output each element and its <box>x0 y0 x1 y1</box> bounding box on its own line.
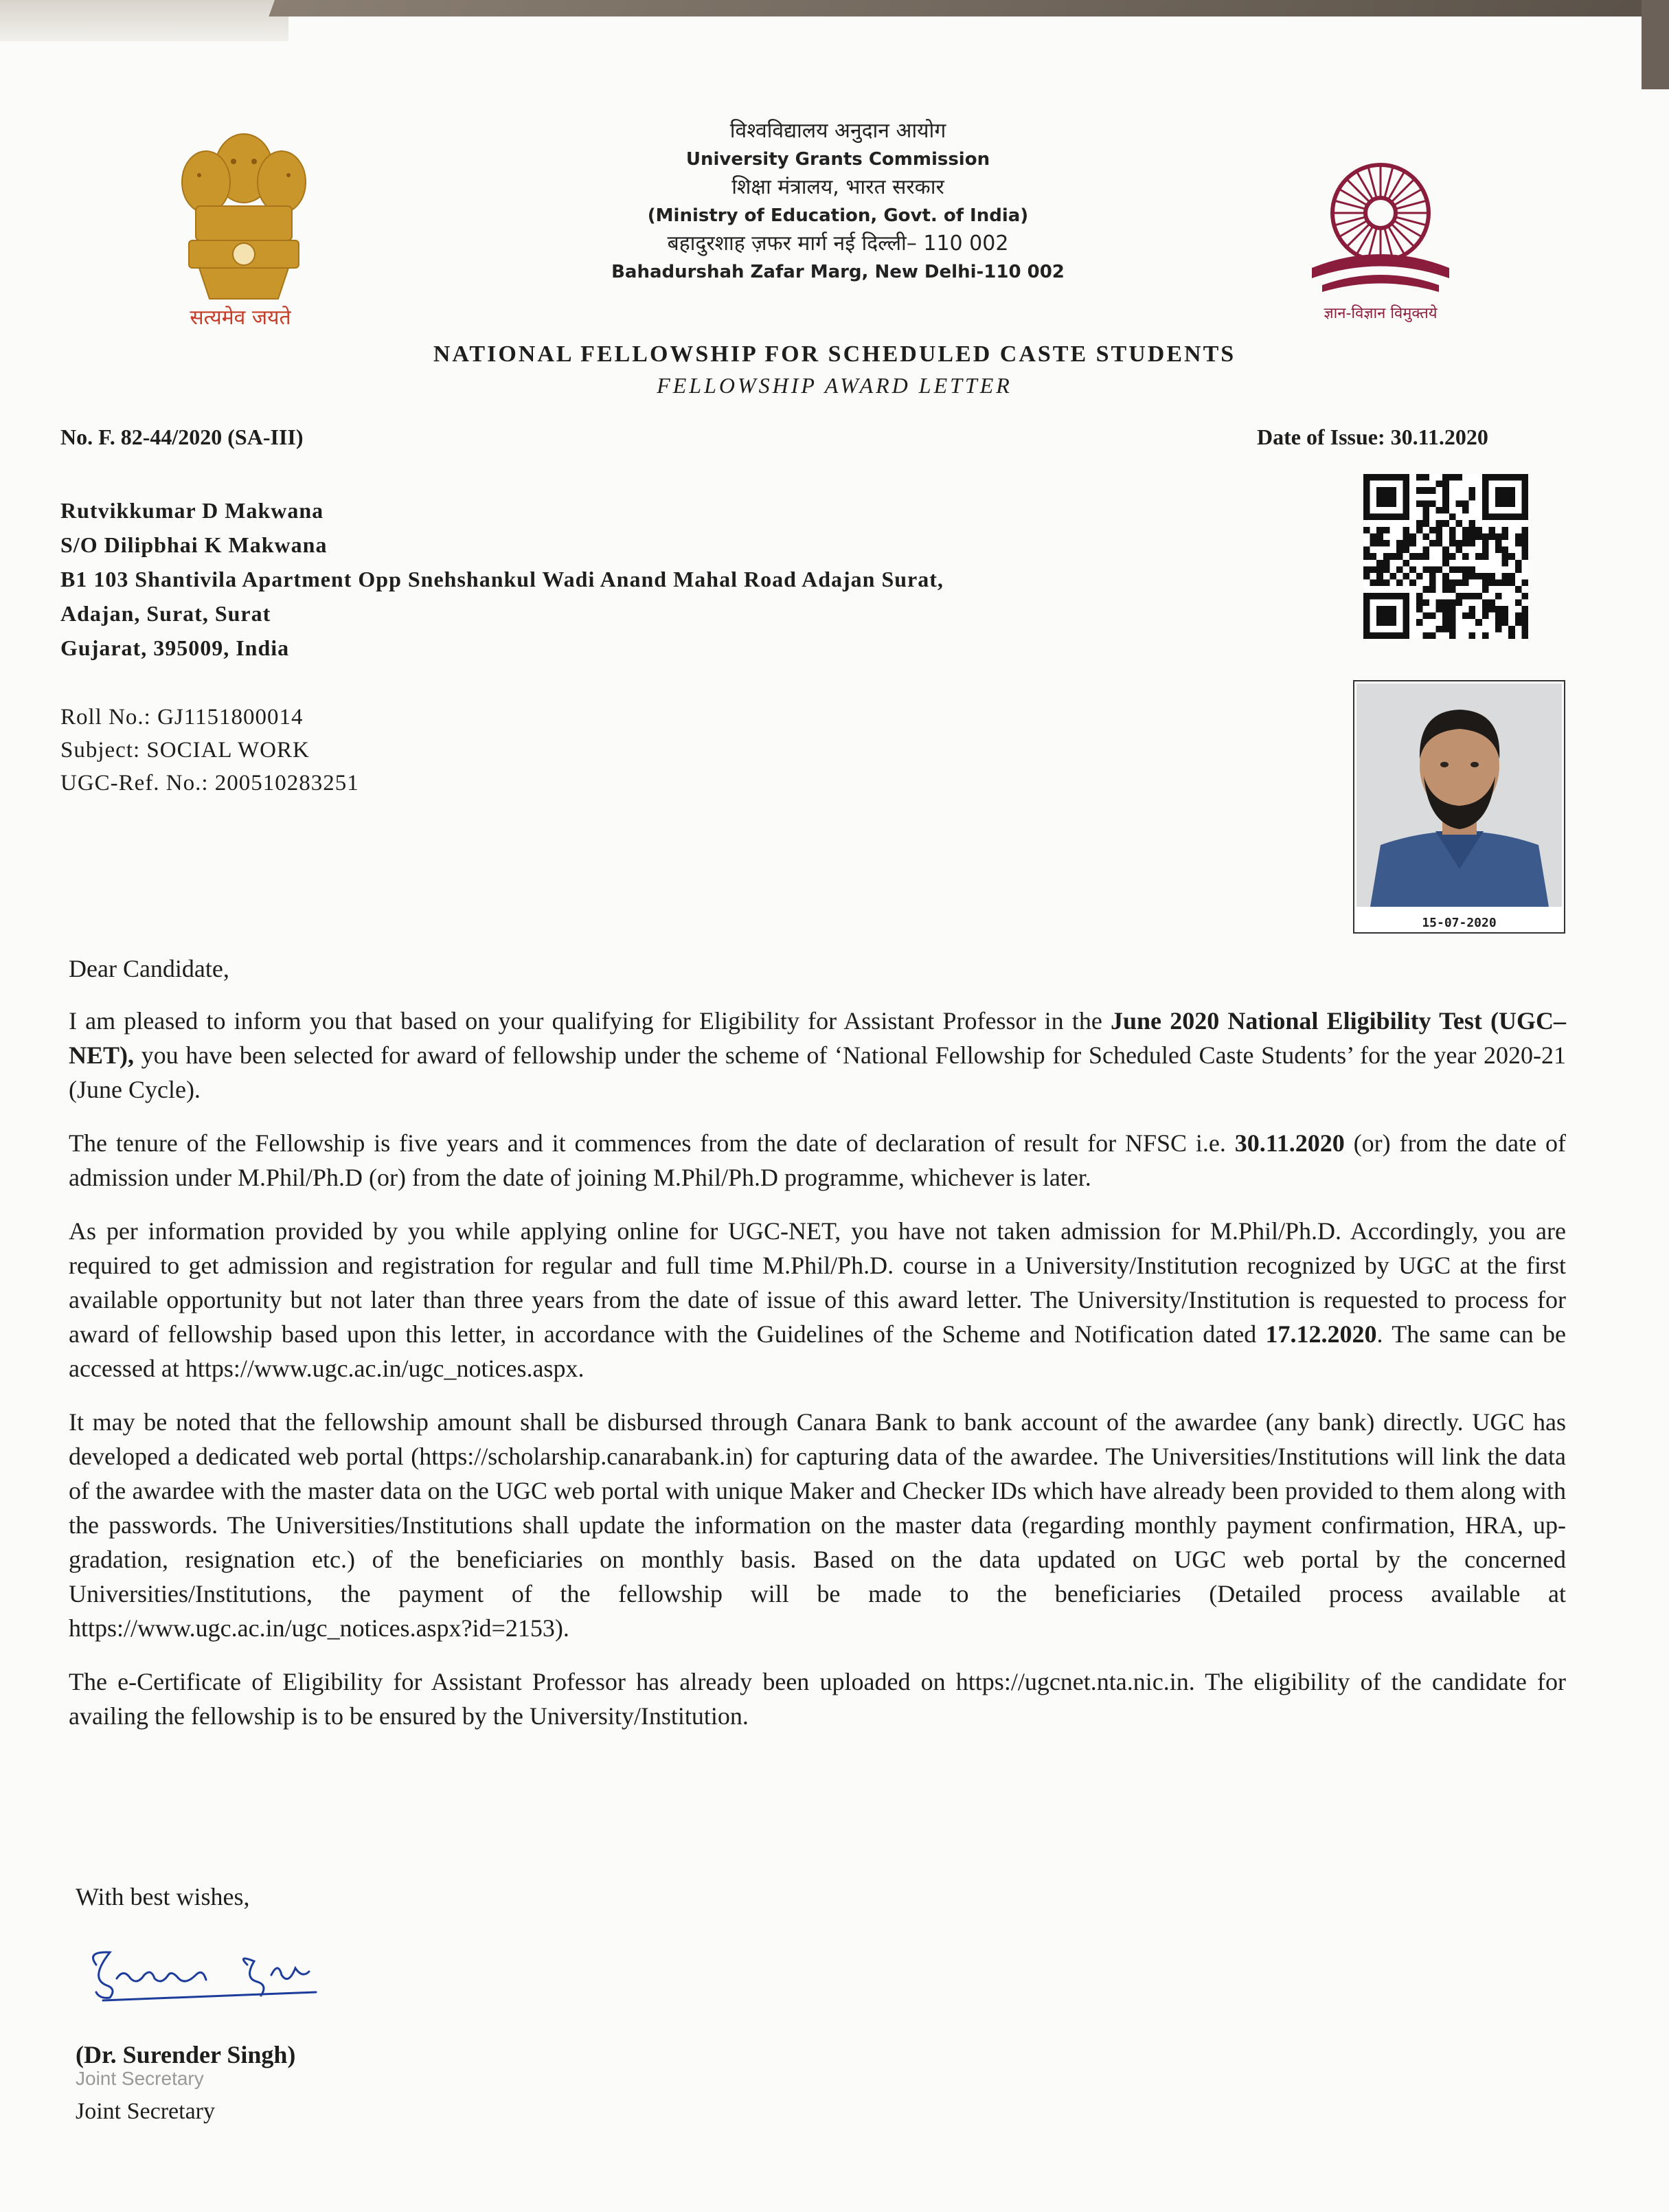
exam-name: June 2020 National Eligibility Test (UGC–NET), <box>69 1007 1566 1069</box>
wheel-spoke <box>1348 224 1370 247</box>
letter-body <box>69 951 1566 1752</box>
paragraph-award <box>69 1004 1566 1107</box>
recipient-address-line: B1 103 Shantivila Apartment Opp Snehshankul Wadi Anand Mahal Road Adajan Surat, <box>60 567 944 591</box>
letter-subtitle: FELLOWSHIP AWARD LETTER <box>657 373 1012 398</box>
paragraph-tenure <box>69 1126 1566 1195</box>
ugc-logo-icon <box>1291 151 1470 309</box>
subject: Subject: SOCIAL WORK <box>60 738 310 763</box>
wheel-spoke <box>1348 180 1370 203</box>
notification-date: 17.12.2020 <box>1265 1320 1377 1348</box>
text-span: As per information provided by you while applying online for UGC-NET, you have not taken admission for M.Phil/Ph.D. Accordingly, you are required to get admission and registration for regular and full time M.Phil/Ph.D. course in a University/Institution recognized by UGC at the first available opportunity but not later than three years from the date of issue of this award letter. The University/Institution is requested to process for award of fellowship based upon this letter, in accordance with the Guidelines of the Scheme and Notification dated <box>69 1217 1566 1348</box>
candidate-portrait <box>1356 684 1562 907</box>
salutation: Dear Candidate, <box>69 955 229 982</box>
page-fold-shadow <box>0 0 288 41</box>
wheel-spoke <box>1392 224 1414 247</box>
recipient-relation: S/O Dilipbhai K Makwana <box>60 532 328 557</box>
ministry-hindi: शिक्षा मंत्रालय, भारत सरकार <box>731 175 944 199</box>
text-span: you have been selected for award of fellowship under the scheme of ‘National Fellowship for Scheduled Caste Students’ for the year 2020-21 (June Cycle). <box>69 1041 1566 1103</box>
date-of-issue: Date of Issue: 30.11.2020 <box>1257 425 1488 449</box>
signatory-designation: Joint Secretary <box>76 2099 215 2124</box>
text-span: (or) from the date of admission under M.Phil/Ph.D (or) from the date of joining M.Phil/Ph.D programme, whichever is later. <box>69 1129 1566 1191</box>
background-edge <box>269 0 1669 16</box>
recipient-address <box>60 493 944 665</box>
issuer-name: University Grants Commission <box>685 149 990 170</box>
candidate-details <box>60 701 359 800</box>
paragraph-certificate: The e-Certificate of Eligibility for Assistant Professor has already been uploaded on https://ugcnet.nta.nic.in. The eligibility of the candidate for availing the fellowship is to be ensured by the University/Institution. <box>69 1668 1566 1730</box>
portrait-illustration <box>1356 684 1562 907</box>
text-span: I am pleased to inform you that based on your qualifying for Eligibility for Assistant Professor in the <box>69 1007 1111 1035</box>
candidate-photo <box>1353 680 1565 934</box>
recipient-address-line: Adajan, Surat, Surat <box>60 601 271 626</box>
issuer-name-hindi: विश्वविद्यालय अनुदान आयोग <box>729 119 946 143</box>
issuer-header <box>495 117 1181 286</box>
text-span: . The same can be accessed at https://www.ugc.ac.in/ugc_notices.aspx. <box>69 1320 1566 1382</box>
wheel-spoke <box>1392 180 1414 203</box>
signature-image <box>82 1937 330 2006</box>
recipient-name: Rutvikkumar D Makwana <box>60 498 324 523</box>
signatory-name: (Dr. Surender Singh) <box>76 2041 296 2068</box>
emblem-motto: सत्यमेव जयते <box>190 306 291 330</box>
stamp-designation: Joint Secretary <box>76 2068 204 2089</box>
background-edge-right <box>1642 0 1669 89</box>
result-date: 30.11.2020 <box>1234 1129 1345 1157</box>
qr-code-icon <box>1363 474 1528 639</box>
letter-title: NATIONAL FELLOWSHIP FOR SCHEDULED CASTE STUDENTS <box>433 341 1236 367</box>
photo-date: 15-07-2020 <box>1422 916 1497 930</box>
address-hindi: बहादुरशाह ज़फर मार्ग नई दिल्ली– 110 002 <box>667 232 1009 256</box>
closing-wishes: With best wishes, <box>76 1883 250 1910</box>
issuer-address: Bahadurshah Zafar Marg, New Delhi-110 002 <box>611 262 1065 282</box>
ugc-motto: ज्ञान-विज्ञान विमुक्तये <box>1324 305 1438 322</box>
paragraph-admission <box>69 1214 1566 1386</box>
ministry-name: (Ministry of Education, Govt. of India) <box>647 205 1029 226</box>
ugc-reference-number: UGC-Ref. No.: 200510283251 <box>60 771 359 795</box>
reference-number: No. F. 82-44/2020 (SA-III) <box>60 425 304 449</box>
recipient-address-line: Gujarat, 395009, India <box>60 635 290 660</box>
national-emblem-icon <box>165 120 323 319</box>
roll-number: Roll No.: GJ1151800014 <box>60 705 304 730</box>
text-span: The tenure of the Fellowship is five years and it commences from the date of declaration of result for NFSC i.e. <box>69 1129 1235 1157</box>
paragraph-disbursement: It may be noted that the fellowship amount shall be disbursed through Canara Bank to bank account of the awardee (any bank) directly. UGC has developed a dedicated web portal (https://scholarship.canarabank.in) for capturing data of the awardee. The Universities/Institutions will link the data of the awardee with the master data on the UGC web portal with unique Maker and Checker IDs which have already been provided to them along with the passwords. The Universities/Institutions shall update the information on the master data (regarding monthly payment confirmation, HRA, up-gradation, resignation etc.) of the beneficiaries on monthly basis. Based on the data updated on UGC web portal by the concerned Universities/Institutions, the payment of the fellowship will be made to the beneficiaries (Detailed process available at https://www.ugc.ac.in/ugc_notices.aspx?id=2153). <box>69 1408 1566 1642</box>
